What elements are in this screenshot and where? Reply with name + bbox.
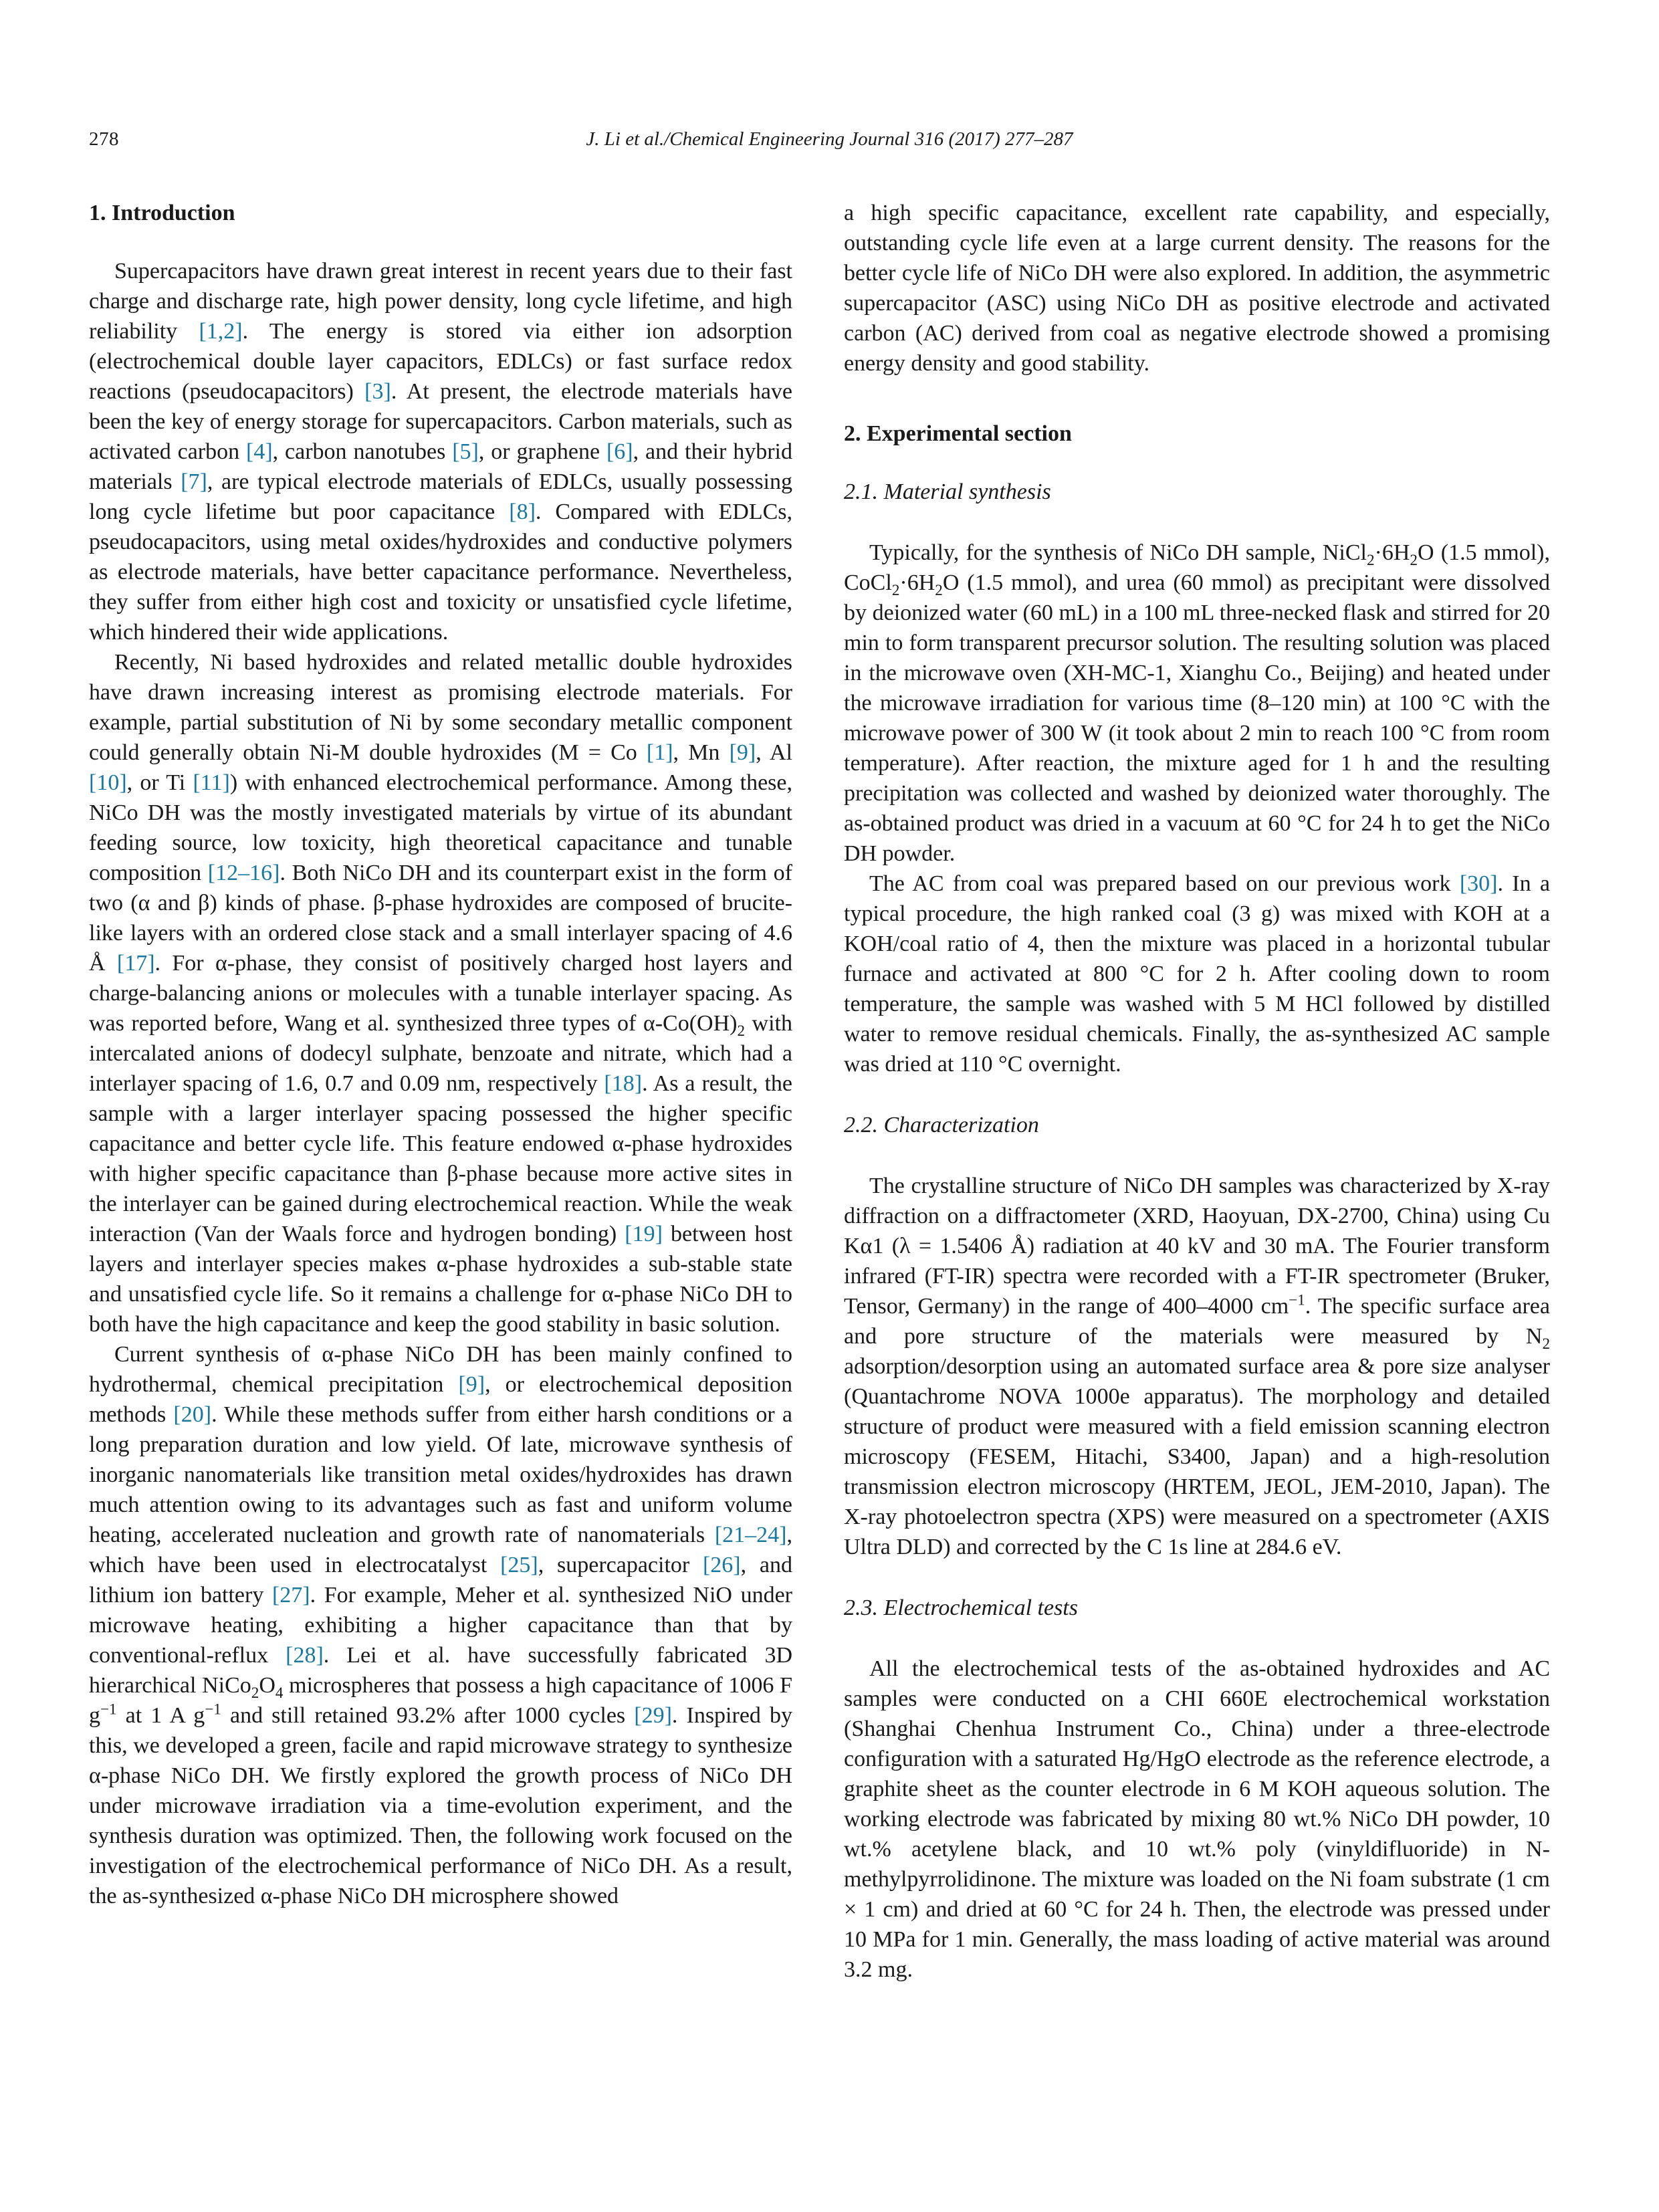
paragraph: The AC from coal was prepared based on our previous work [30]. In a typical procedure, the high ranked coal (3 g) was mixed with KOH at a KOH/coal ratio of 4, then the mixture was placed in a horizontal tubular furnace and activated at 800 °C for 2 h. After cooling down to room temperature, the sample was washed with 5 M HCl followed by distilled water to remove residual chemicals. Finally, the as-synthesized AC sample was dried at 110 °C overnight. [844,871,1550,1077]
citation-link[interactable]: [26] [702,1553,741,1577]
paragraph: The crystalline structure of NiCo DH samples was characterized by X-ray diffraction on a diffractometer (XRD, Haoyuan, DX-2700, China) using Cu Kα1 (λ = 1.5406 Å) radiation at 40 kV and 30 mA. The Fourier transform infrared (FT-IR) spectra were recorded with a FT-IR spectrometer (Bruker, Tensor, Germany) in the range of 400–4000 $cm^{-1}$. The specific surface area and pore structure of the materials were measured by $N_2$ adsorption/desorption using an automated surface area & pore size analyser (Quantachrome NOVA 1000e apparatus). The morphology and detailed structure of product were measured with a field emission scanning electron microscopy (FESEM, Hitachi, S3400, Japan) and a high-resolution transmission electron microscopy (HRTEM, JEOL, JEM-2010, Japan). The X-ray photoelectron spectra (XPS) were measured on a spectrometer (AXIS Ultra DLD) and corrected by the C 1s line at 284.6 eV. [844,1174,1550,1559]
paragraph: a high specific capacitance, excellent rate capability, and especially, outstanding cycle life even at a large current density. The reasons for the better cycle life of NiCo DH were also explored. In addition, the asymmetric supercapacitor (ASC) using NiCo DH as positive electrode and activated carbon (AC) derived from coal as negative electrode showed a promising energy density and good stability. [844,201,1550,376]
paragraph: Supercapacitors have drawn great interest in recent years due to their fast charge and discharge rate, high power density, long cycle lifetime, and high reliability [1,2]. The energy is stored via either ion adsorption (electrochemical double layer capacitors, EDLCs) or fast surface redox reactions (pseudocapacitors) [3]. At present, the electrode materials have been the key of energy storage for supercapacitors. Carbon materials, such as activated carbon [4], carbon nanotubes [5], or graphene [6], and their hybrid materials [7], are typical electrode materials of EDLCs, usually possessing long cycle lifetime but poor capacitance [8]. Compared with EDLCs, pseudocapacitors, using metal oxides/hydroxides and conductive polymers as electrode materials, have better capacitance performance. Nevertheless, they suffer from either high cost and toxicity or unsatisfied cycle lifetime, which hindered their wide applications. [89,259,793,645]
subsection-heading: 2.2. Characterization [844,1113,1039,1137]
running-head: J. Li et al./Chemical Engineering Journal 316 (2017) 277–287 [586,128,1073,150]
citation-link[interactable]: [5] [452,439,479,464]
superscript: −1 [1289,1291,1305,1309]
paragraph: Current synthesis of α-phase NiCo DH has been mainly confined to hydrothermal, chemical precipitation [9], or electrochemical deposition methods [20]. While these methods suffer from either harsh conditions or a long preparation duration and low yield. Of late, microwave synthesis of inorganic nanomaterials like transition metal oxides/hydroxides has drawn much attention owing to its advantages such as fast and uniform volume heating, accelerated nucleation and growth rate of nanomaterials [21–24], which have been used in electrocatalyst [25], supercapacitor [26], and lithium ion battery [27]. For example, Meher et al. synthesized NiO under microwave heating, exhibiting a higher capacitance than that by conventional-reflux [28]. Lei et al. have successfully fabricated 3D hierarchical $NiCo_2O_4$ microspheres that possess a high capacitance of 1006 F $g^{-1}$ at 1 A $g^{-1}$ and still retained 93.2% after 1000 cycles [29]. Inspired by this, we developed a green, facile and rapid microwave strategy to synthesize α-phase NiCo DH. We firstly explored the growth process of NiCo DH under microwave irradiation via a time-evolution experiment, and the synthesis duration was optimized. Then, the following work focused on the investigation of the electrochemical performance of NiCo DH. As a result, the as-synthesized α-phase NiCo DH microsphere showed [89,1342,792,1908]
section-heading: 1. Introduction [89,201,235,225]
citation-link[interactable]: [1,2] [199,319,243,344]
citation-link[interactable]: [10] [89,770,127,795]
superscript: −1 [205,1700,221,1719]
citation-link[interactable]: [27] [271,1583,310,1608]
subscript: 2 [251,1684,259,1702]
left-column [89,198,792,1911]
paragraph: Recently, Ni based hydroxides and related metallic double hydroxides have drawn increasing interest as promising electrode materials. For example, partial substitution of Ni by some secondary metallic component could generally obtain Ni-M double hydroxides (M = Co [1], Mn [9], Al [10], or Ti [11]) with enhanced electrochemical performance. Among these, NiCo DH was the mostly investigated materials by virtue of its abundant feeding source, low toxicity, high theoretical capacitance and tunable composition [12–16]. Both NiCo DH and its counterpart exist in the form of two (α and β) kinds of phase. β-phase hydroxides are composed of brucite-like layers with an ordered close stack and a small interlayer spacing of 4.6 Å [17]. For α-phase, they consist of positively charged host layers and charge-balancing anions or molecules with a tunable interlayer spacing. As was reported before, Wang et al. synthesized three types of $\alpha-Co(OH)_2$ with intercalated anions of dodecyl sulphate, benzoate and nitrate, which had a interlayer spacing of 1.6, 0.7 and 0.09 nm, respectively [18]. As a result, the sample with a larger interlayer spacing possessed the higher specific capacitance and better cycle life. This feature endowed α-phase hydroxides with higher specific capacitance than β-phase because more active sites in the interlayer can be gained during electrochemical reaction. While the weak interaction (Van der Waals force and hydrogen bonding) [19] between host layers and interlayer species makes α-phase hydroxides a sub-stable state and unsatisfied cycle life. So it remains a challenge for α-phase NiCo DH to both have the high capacitance and keep the good stability in basic solution. [89,650,793,1337]
citation-link[interactable]: [11] [193,770,230,795]
citation-link[interactable]: [7] [181,469,207,494]
citation-link[interactable]: [1] [646,740,673,765]
citation-link[interactable]: [19] [625,1222,663,1246]
citation-link[interactable]: [17] [116,951,155,976]
page-number: 278 [89,128,119,150]
citation-link[interactable]: [29] [634,1703,672,1728]
citation-link[interactable]: [9] [458,1372,485,1397]
citation-link[interactable]: [6] [606,439,633,464]
subsection-heading: 2.3. Electrochemical tests [844,1595,1078,1620]
citation-link[interactable]: [3] [364,379,391,404]
citation-link[interactable]: [12–16] [207,861,280,885]
superscript: −1 [100,1700,117,1719]
citation-link[interactable]: [28] [286,1643,324,1668]
right-column [844,198,1550,1985]
paragraph: All the electrochemical tests of the as-obtained hydroxides and AC samples were conducted on a CHI 660E electrochemical workstation (Shanghai Chenhua Instrument Co., China) under a three-electrode configuration with a saturated Hg/HgO electrode as the reference electrode, a graphite sheet as the counter electrode in 6 M KOH aqueous solution. The working electrode was fabricated by mixing 80 wt.% NiCo DH powder, 10 wt.% acetylene black, and 10 wt.% poly (vinyldifluoride) in N-methylpyrrolidinone. The mixture was loaded on the Ni foam substrate (1 cm × 1 cm) and dried at 60 °C for 24 h. Then, the electrode was pressed under 10 MPa for 1 min. Generally, the mass loading of active material was around 3.2 mg. [844,1656,1550,1982]
subscript: 2 [1366,551,1375,569]
subscript: 2 [1410,551,1418,569]
citation-link[interactable]: [21–24] [714,1523,787,1547]
subscript: 2 [737,1022,746,1040]
section-heading: 2. Experimental section [844,421,1072,446]
citation-link[interactable]: [18] [604,1071,643,1096]
subscript: 2 [891,581,900,599]
citation-link[interactable]: [4] [246,439,273,464]
citation-link[interactable]: [9] [729,740,756,765]
subscript: 2 [935,581,943,599]
citation-link[interactable]: [20] [173,1402,212,1427]
citation-link[interactable]: [8] [509,500,536,524]
subscript: 2 [1542,1335,1550,1353]
subscript: 4 [275,1684,284,1702]
subsection-heading: 2.1. Material synthesis [844,479,1051,504]
paragraph: Typically, for the synthesis of NiCo DH sample, $NiCl_2\cdot 6H_2O$ (1.5 mmol), $CoCl_2\cdot 6H_2O$ (1.5 mmol), and urea (60 mmol) as precipitant were dissolved by deionized water (60 mL) in a 100 mL three-necked flask and stirred for 20 min to form transparent precursor solution. The resulting solution was placed in the microwave oven (XH-MC-1, Xianghu Co., Beijing) and heated under the microwave irradiation for various time (8–120 min) at 100 °C with the microwave power of 300 W (it took about 2 min to reach 100 °C from room temperature). After reaction, the mixture aged for 1 h and the resulting precipitation was collected and washed by deionized water thoroughly. The as-obtained product was dried in a vacuum at 60 °C for 24 h to get the NiCo DH powder. [844,540,1550,866]
citation-link[interactable]: [25] [500,1553,538,1577]
citation-link[interactable]: [30] [1459,871,1498,896]
